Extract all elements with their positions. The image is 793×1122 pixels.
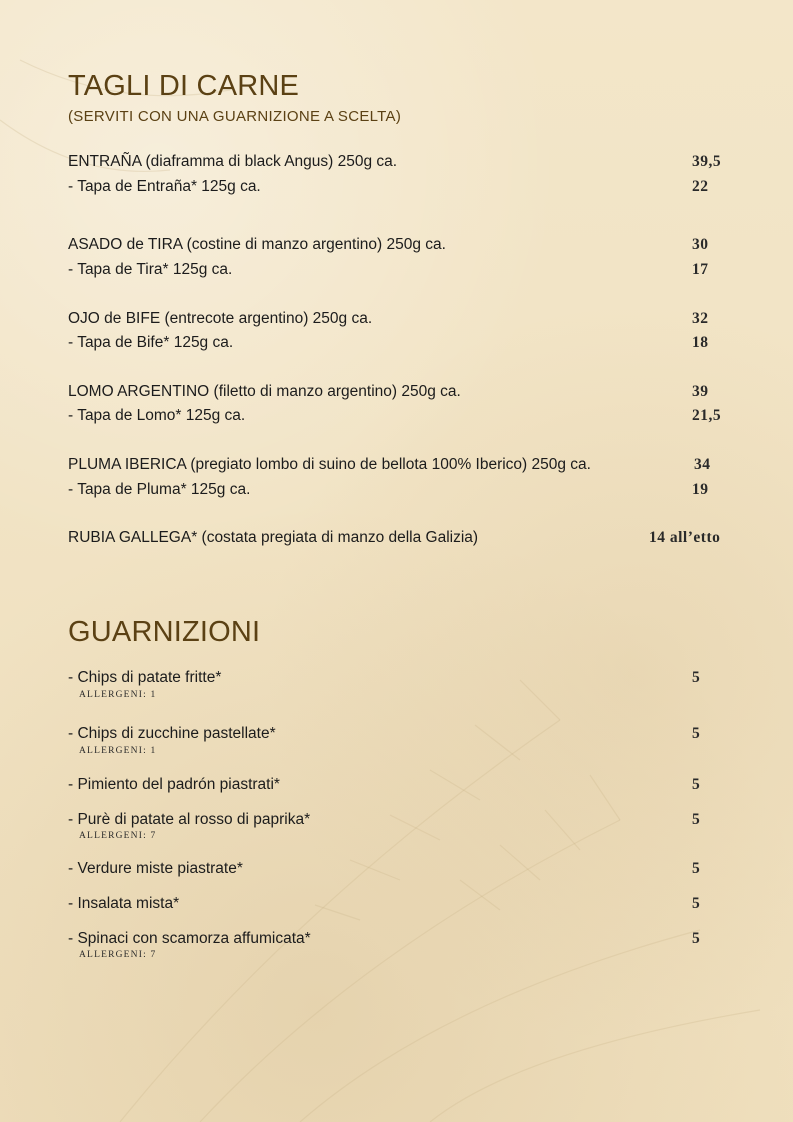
menu-item bbox=[68, 480, 748, 500]
item-label: - Tapa de Lomo* 125g ca. bbox=[68, 407, 246, 424]
item-label: LOMO ARGENTINO (filetto di manzo argentino) 250g ca. bbox=[68, 383, 461, 400]
menu-item bbox=[68, 177, 748, 197]
menu-item bbox=[68, 152, 748, 172]
item-label: - Chips di patate fritte* bbox=[68, 669, 222, 686]
item-price: 39,5 bbox=[692, 153, 722, 170]
menu-item bbox=[68, 929, 748, 949]
item-price: 21,5 bbox=[692, 407, 722, 424]
item-label: - Tapa de Bife* 125g ca. bbox=[68, 334, 234, 351]
menu-item bbox=[68, 894, 748, 914]
item-price: 5 bbox=[692, 811, 701, 828]
menu-item bbox=[68, 668, 748, 688]
menu-item bbox=[68, 309, 748, 329]
item-price: 5 bbox=[692, 930, 701, 947]
item-price: 5 bbox=[692, 895, 701, 912]
item-label: - Chips di zucchine pastellate* bbox=[68, 725, 276, 742]
allergen-note: ALLERGENI: 1 bbox=[79, 690, 157, 700]
menu-item bbox=[68, 775, 748, 795]
item-price: 32 bbox=[692, 310, 709, 327]
item-label: RUBIA GALLEGA* (costata pregiata di manzo della Galizia) bbox=[68, 529, 479, 546]
sides-section-title: GUARNIZIONI bbox=[68, 616, 261, 648]
item-price: 14 all’etto bbox=[649, 529, 721, 546]
menu-item bbox=[68, 528, 748, 548]
item-price: 22 bbox=[692, 178, 709, 195]
item-price: 5 bbox=[692, 776, 701, 793]
item-label: ENTRAÑA (diaframma di black Angus) 250g ca. bbox=[68, 153, 398, 170]
item-price: 19 bbox=[692, 481, 709, 498]
menu-item bbox=[68, 333, 748, 353]
allergen-note: ALLERGENI: 7 bbox=[79, 950, 157, 960]
item-label: - Purè di patate al rosso di paprika* bbox=[68, 811, 311, 828]
item-label: - Tapa de Pluma* 125g ca. bbox=[68, 481, 251, 498]
allergen-note: ALLERGENI: 7 bbox=[79, 831, 157, 841]
item-label: - Verdure miste piastrate* bbox=[68, 860, 243, 877]
meats-section-title: TAGLI DI CARNE bbox=[68, 70, 300, 102]
menu-item bbox=[68, 406, 748, 426]
menu-item bbox=[68, 455, 748, 475]
menu-item bbox=[68, 260, 748, 280]
allergen-note: ALLERGENI: 1 bbox=[79, 746, 157, 756]
item-price: 17 bbox=[692, 261, 709, 278]
item-price: 34 bbox=[694, 456, 711, 473]
item-label: OJO de BIFE (entrecote argentino) 250g ca. bbox=[68, 310, 373, 327]
menu-item bbox=[68, 235, 748, 255]
item-price: 39 bbox=[692, 383, 709, 400]
item-label: - Tapa de Tira* 125g ca. bbox=[68, 261, 233, 278]
item-label: - Insalata mista* bbox=[68, 895, 180, 912]
item-label: ASADO de TIRA (costine di manzo argentino) 250g ca. bbox=[68, 236, 446, 253]
meats-section-subtitle: (SERVITI CON UNA GUARNIZIONE A SCELTA) bbox=[68, 108, 402, 125]
item-price: 30 bbox=[692, 236, 709, 253]
menu-item bbox=[68, 859, 748, 879]
item-price: 5 bbox=[692, 860, 701, 877]
item-price: 5 bbox=[692, 725, 701, 742]
item-label: - Tapa de Entraña* 125g ca. bbox=[68, 178, 261, 195]
item-label: - Spinaci con scamorza affumicata* bbox=[68, 930, 311, 947]
menu-item bbox=[68, 724, 748, 744]
item-label: - Pimiento del padrón piastrati* bbox=[68, 776, 280, 793]
item-price: 5 bbox=[692, 669, 701, 686]
menu-item bbox=[68, 382, 748, 402]
menu-item bbox=[68, 810, 748, 830]
item-price: 18 bbox=[692, 334, 709, 351]
item-label: PLUMA IBERICA (pregiato lombo di suino de bellota 100% Iberico) 250g ca. bbox=[68, 456, 591, 473]
